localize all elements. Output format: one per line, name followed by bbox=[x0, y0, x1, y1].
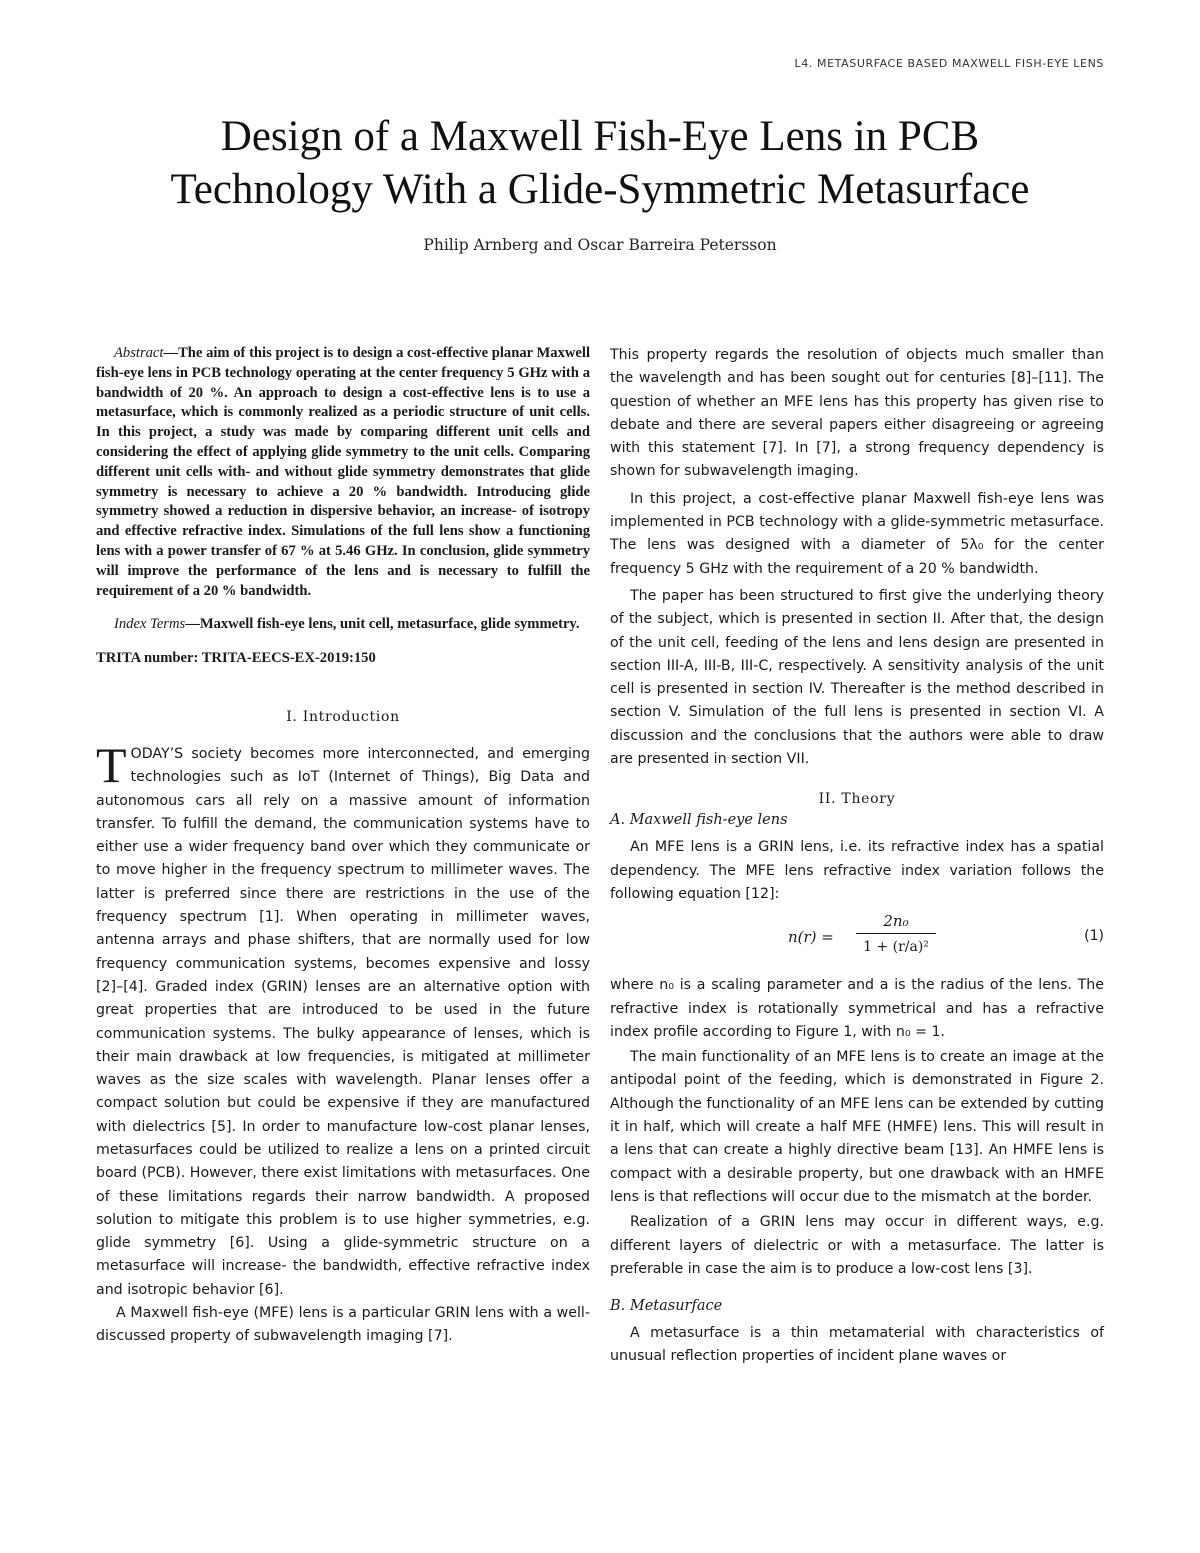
equation-fraction bbox=[856, 910, 936, 958]
right-paragraph-3: The paper has been structured to first give the underlying theory of the subject, which is presented in section II. After that, the design of the unit cell, feeding of the lens and lens design are presented in section III-A, III-B, III-C, respectively. A sensitivity analysis of the unit cell is presented in section IV. Thereafter is the method described in section V. Simulation of the full lens is presented in section VI. A discussion and the conclusions that the authors were able to draw are presented in section VII. bbox=[610, 587, 1104, 768]
running-header: L4. METASURFACE BASED MAXWELL FISH-EYE LENS bbox=[794, 57, 1104, 70]
equation-lhs: n(r) = bbox=[788, 928, 834, 947]
right-paragraph-2: In this project, a cost-effective planar Maxwell fish-eye lens was implemented in PCB technology with a glide-symmetric metasurface. The lens was designed with a diameter of 5λ₀ for the center frequency 5 GHz with the requirement of a 20 % bandwidth. bbox=[610, 490, 1104, 577]
drop-cap: T bbox=[96, 736, 127, 793]
abstract bbox=[96, 344, 590, 601]
title-line-2: Technology With a Glide-Symmetric Metasurface bbox=[170, 166, 1030, 213]
intro-paragraph-2: A Maxwell fish-eye (MFE) lens is a particular GRIN lens with a well-discussed property of subwavelength imaging [7]. bbox=[96, 1305, 590, 1345]
equation-numerator: 2n₀ bbox=[883, 912, 909, 931]
right-column bbox=[610, 344, 1104, 1369]
theory-paragraph-2: where n₀ is a scaling parameter and a is the radius of the lens. The refractive index is rotationally symmetrical and has a refractive index profile according to Figure 1, with n₀ = 1. bbox=[610, 977, 1104, 1040]
abstract-text: —The aim of this project is to design a cost-effective planar Maxwell fish-eye lens in PCB technology operating at the center frequency 5 GHz with a bandwidth of 20 %. An approach to design a cost-effective lens is to use a metasurface, which is commonly realized as a periodic structure of unit cells. In this project, a study was made by comparing different unit cells and considering the effect of applying glide symmetry to the unit cells. Comparing different unit cells with- and without glide symmetry demonstrates that glide symmetry is necessary to achieve a 20 % bandwidth. Introducing glide symmetry showed a reduction in dispersive behavior, an increase- of isotropy and effective refractive index. Simulations of the full lens show a functioning lens with a power transfer of 67 % at 5.46 GHz. In conclusion, glide symmetry will improve the performance of the lens and is necessary to fulfill the requirement of a 20 % bandwidth. bbox=[96, 345, 590, 599]
subsection-heading-metasurface: B. Metasurface bbox=[610, 1298, 723, 1315]
theory-paragraph-3: The main functionality of an MFE lens is to create an image at the antipodal point of the feeding, which is demonstrated in Figure 2. Although the functionality of an MFE lens can be extended by cutting it in half, which will create a half MFE (HMFE) lens. This will result in a lens that can create a highly directive beam [13]. An HMFE lens is compact with a desirable property, but one drawback with an HMFE lens is that reflections will occur due to the mismatch at the border. bbox=[610, 1049, 1104, 1205]
right-paragraph-1: This property regards the resolution of objects much smaller than the wavelength and has been sought out for centuries [8]–[11]. The question of whether an MFE lens has this property has given rise to debate and there are several papers either disagreeing or agreeing with this statement [7]. In [7], a strong frequency dependency is shown for subwavelength imaging. bbox=[610, 347, 1104, 480]
equation-1 bbox=[610, 910, 1104, 966]
authors: Philip Arnberg and Oscar Barreira Petersson bbox=[423, 236, 777, 254]
index-terms-label: Index Terms bbox=[114, 616, 186, 633]
theory-paragraph-4: Realization of a GRIN lens may occur in different ways, e.g. different layers of dielectric or with a metasurface. The latter is preferable in case the aim is to produce a low-cost lens [3]. bbox=[610, 1214, 1104, 1277]
trita-number: TRITA number: TRITA-EECS-EX-2019:150 bbox=[96, 650, 376, 667]
theory-paragraph-1: An MFE lens is a GRIN lens, i.e. its refractive index has a spatial dependency. The MFE lens refractive index variation follows the following equation [12]: bbox=[610, 839, 1104, 902]
intro-paragraph-1-text: ODAY’S society becomes more interconnected, and emerging technologies such as IoT (Internet of Things), Big Data and autonomous cars all rely on a massive amount of information transfer. To fulfill the demand, the communication systems have to either use a wider frequency band over which they communicate or to move higher in the frequency spectrum to millimeter waves. The latter is preferred since there are restrictions in the use of the frequency spectrum [1]. When operating in millimeter waves, antenna arrays and phase shifters, that are normally used for low frequency communication systems, becomes expensive and lossy [2]–[4]. Graded index (GRIN) lenses are an alternative option with great properties that are introduced to be used in the future communication systems. The bulky appearance of lenses, which is their main drawback at low frequencies, is mitigated at millimeter waves as the size scales with wavelength. Planar lenses offer a compact solution but could be expensive if they are manufactured with dielectrics [5]. In order to manufacture low-cost planar lenses, metasurfaces could be utilized to realize a lens on a printed circuit board (PCB). However, there exist limitations with metasurfaces. One of these limitations regards their narrow bandwidth. A proposed solution to mitigate this problem is to use higher symmetries, e.g. glide symmetry [6]. Using a glide-symmetric structure on a metasurface will increase- the bandwidth, effective refractive index and isotropic behavior [6]. bbox=[96, 745, 590, 1298]
index-terms bbox=[96, 615, 590, 635]
section-heading-introduction: I. Introduction bbox=[286, 708, 400, 725]
equation-denominator: 1 + (r/a)² bbox=[863, 939, 929, 956]
intro-paragraph-1 bbox=[96, 736, 590, 1302]
paper-title bbox=[0, 110, 1200, 216]
theory-paragraph-5: A metasurface is a thin metamaterial with characteristics of unusual reflection properties of incident plane waves or bbox=[610, 1325, 1104, 1365]
section-heading-theory: II. Theory bbox=[818, 791, 896, 808]
title-line-1: Design of a Maxwell Fish-Eye Lens in PCB bbox=[220, 113, 980, 160]
fraction-bar bbox=[856, 933, 936, 934]
index-terms-text: —Maxwell fish-eye lens, unit cell, metasurface, glide symmetry. bbox=[185, 616, 580, 633]
equation-number: (1) bbox=[1084, 928, 1104, 945]
subsection-heading-mfe: A. Maxwell fish-eye lens bbox=[610, 812, 788, 829]
left-column bbox=[96, 344, 590, 1349]
abstract-label: Abstract bbox=[114, 345, 164, 361]
